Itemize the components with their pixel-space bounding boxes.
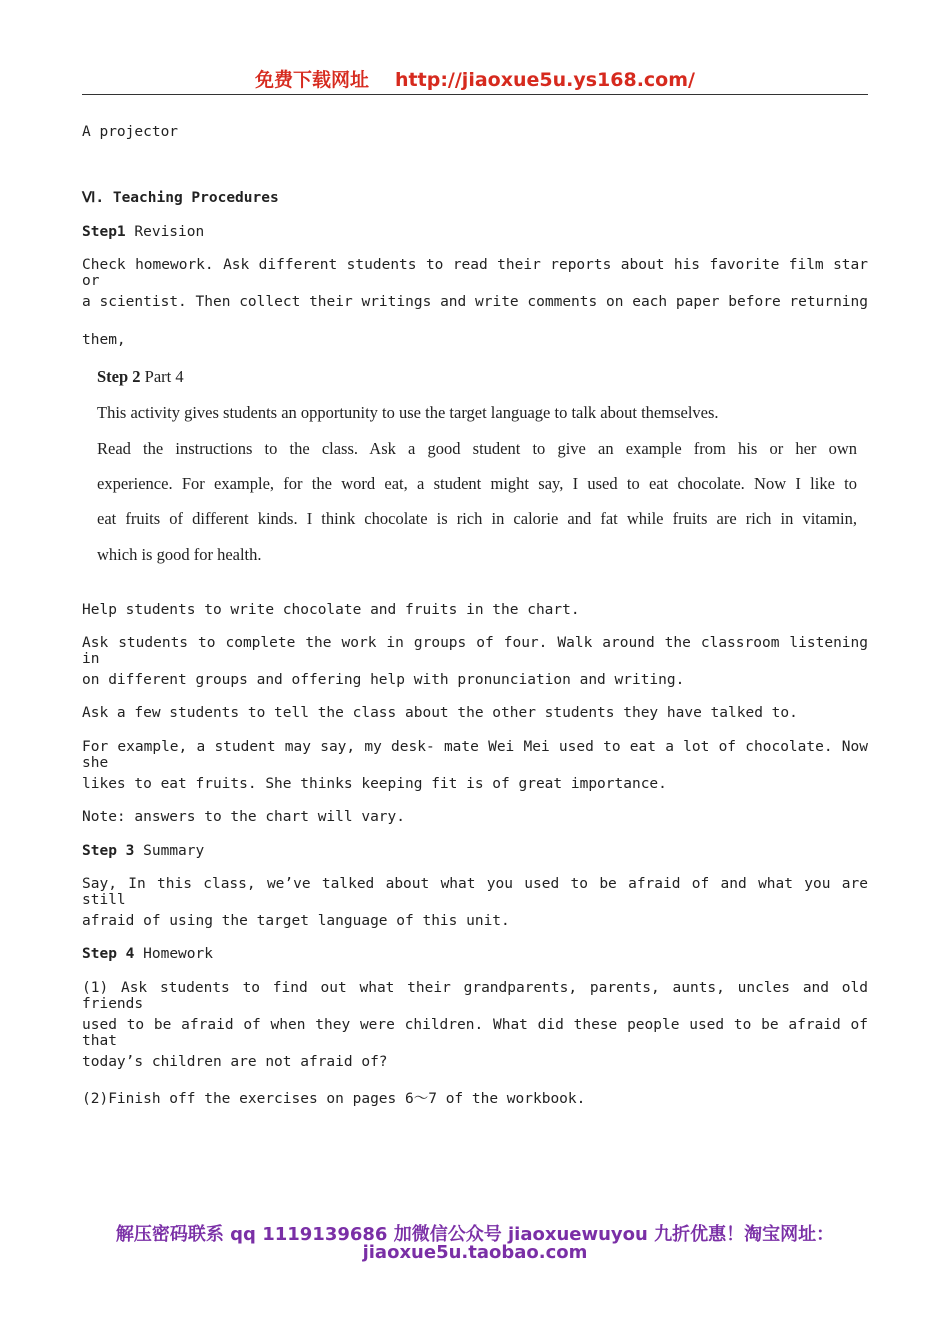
paragraph-line: afraid of using the target language of this unit. bbox=[82, 913, 510, 929]
section-title: Ⅵ. Teaching Procedures bbox=[82, 190, 279, 206]
equipment-line: A projector bbox=[82, 124, 179, 140]
footer-contact-line: 解压密码联系 qq 1119139686 加微信公众号 jiaoxuewuyou 九折优惠！淘宝网址： bbox=[115, 1224, 835, 1245]
step4-label: Step 4 bbox=[82, 946, 135, 962]
header-site-label: 免费下载网址 bbox=[255, 69, 370, 91]
step4-heading bbox=[82, 946, 868, 962]
step2-heading bbox=[97, 367, 857, 387]
step2-label: Step 2 bbox=[97, 367, 141, 386]
paragraph-line: Note: answers to the chart will vary. bbox=[82, 809, 406, 825]
step3-heading bbox=[82, 843, 868, 859]
header-site-url[interactable]: http://jiaoxue5u.ys168.com/ bbox=[395, 69, 695, 91]
footer-shop-url[interactable]: jiaoxue5u.taobao.com bbox=[362, 1242, 588, 1263]
step1-heading bbox=[82, 224, 868, 240]
paragraph-line: (1) Ask students to find out what their grandparents, parents, aunts, uncles and old friends bbox=[82, 980, 868, 1012]
paragraph-line: Read the instructions to the class. Ask a good student to give an example from his or her own bbox=[97, 439, 857, 458]
paragraph-line: Check homework. Ask different students to read their reports about his favorite film star or bbox=[82, 257, 868, 289]
step1-title: Revision bbox=[134, 224, 205, 240]
paragraph-line: experience. For example, for the word eat, a student might say, I used to eat chocolate. Now I like to bbox=[97, 474, 857, 493]
paragraph-line: a scientist. Then collect their writings and write comments on each paper before returning bbox=[82, 294, 868, 310]
paragraph-line: them, bbox=[82, 332, 126, 348]
step1-label: Step1 bbox=[82, 224, 126, 240]
paragraph-line: eat fruits of different kinds. I think chocolate is rich in calorie and fat while fruits are rich in vitamin, bbox=[97, 509, 857, 528]
paragraph-line: Help students to write chocolate and fruits in the chart. bbox=[82, 602, 580, 618]
page-header bbox=[82, 66, 868, 95]
paragraph-line: Say, In this class, we’ve talked about what you used to be afraid of and what you are still bbox=[82, 876, 868, 908]
paragraph-line: today’s children are not afraid of? bbox=[82, 1054, 388, 1070]
paragraph-line: (2)Finish off the exercises on pages 6～7 of the workbook. bbox=[82, 1091, 586, 1107]
step3-title: Summary bbox=[143, 843, 205, 859]
paragraph-line: likes to eat fruits. She thinks keeping fit is of great importance. bbox=[82, 776, 667, 792]
paragraph-line: used to be afraid of when they were children. What did these people used to be afraid of that bbox=[82, 1017, 868, 1049]
step4-title: Homework bbox=[143, 946, 213, 962]
paragraph-line: Ask a few students to tell the class about the other students they have talked to. bbox=[82, 705, 798, 721]
paragraph-line: For example, a student may say, my desk- mate Wei Mei used to eat a lot of chocolate. Now she bbox=[82, 739, 868, 771]
paragraph-line: Ask students to complete the work in groups of four. Walk around the classroom listening in bbox=[82, 635, 868, 667]
paragraph-line: which is good for health. bbox=[97, 545, 262, 564]
paragraph-line: on different groups and offering help with pronunciation and writing. bbox=[82, 672, 685, 688]
step2-title: Part 4 bbox=[144, 367, 184, 386]
step3-label: Step 3 bbox=[82, 843, 135, 859]
paragraph-line: This activity gives students an opportunity to use the target language to talk about themselves. bbox=[97, 403, 719, 422]
